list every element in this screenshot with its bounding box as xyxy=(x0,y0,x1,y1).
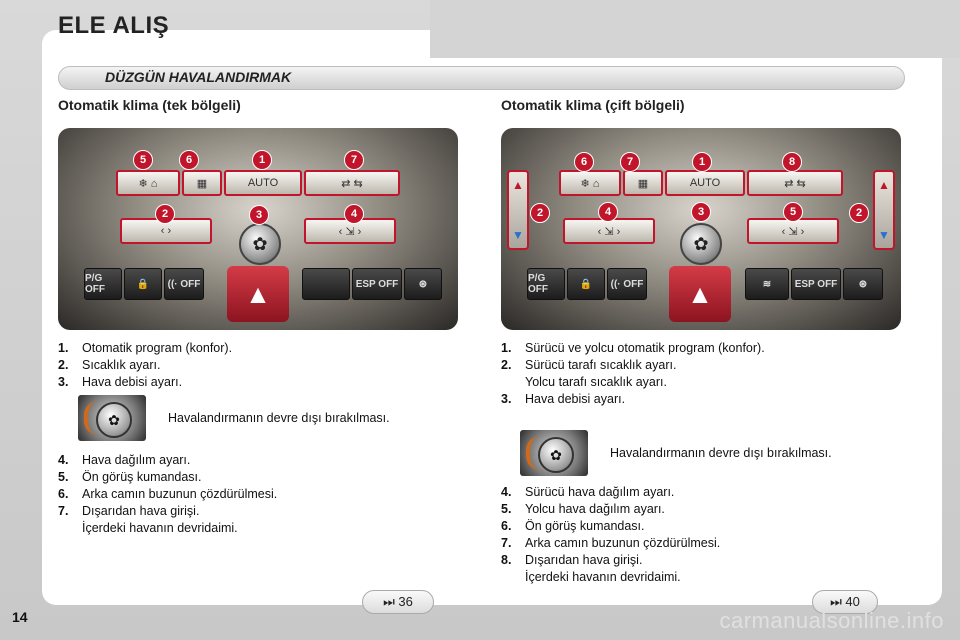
item-text: Arka camın buzunun çözdürülmesi. xyxy=(82,487,278,501)
item-text: Hava dağılım ayarı. xyxy=(82,453,191,467)
temperature-button: ‹ › xyxy=(120,218,212,244)
callout-badge: 3 xyxy=(691,202,711,222)
callout-badge: 2 xyxy=(849,203,869,223)
auto-button xyxy=(665,170,745,196)
fan-off-image xyxy=(78,395,146,441)
list-item xyxy=(58,357,232,374)
driver-distribution-button: ‹ ⇲ › xyxy=(563,218,655,244)
item-number: 3. xyxy=(501,392,512,406)
park-assist-off-button: P/G OFF xyxy=(527,268,565,300)
item-subtext: İçerdeki havanın devridaimi. xyxy=(525,570,681,584)
callout-badge: 6 xyxy=(179,150,199,170)
callout-badge: 4 xyxy=(344,204,364,224)
off-text: Havalandırmanın devre dışı bırakılması. xyxy=(610,446,832,460)
recirculation-button: ⇄ ⇆ xyxy=(747,170,843,196)
item-text: Sürücü tarafı sıcaklık ayarı. xyxy=(525,358,677,372)
item-text: Otomatik program (konfor). xyxy=(82,341,233,355)
list-item xyxy=(501,391,765,408)
left-off-row xyxy=(78,395,390,441)
page-title: ELE ALIŞ xyxy=(58,12,170,39)
auto-label: AUTO xyxy=(247,177,279,189)
callout-badge: 4 xyxy=(598,202,618,222)
section-banner-label: DÜZGÜN HAVALANDIRMAK xyxy=(105,69,292,85)
callout-badge: 5 xyxy=(133,150,153,170)
callout-badge: 3 xyxy=(249,205,269,225)
callout-badge: 2 xyxy=(155,204,175,224)
item-text: Dışarıdan hava girişi. xyxy=(525,553,643,567)
recirculation-button: ⇄ ⇆ xyxy=(304,170,400,196)
up-arrow-icon: ▲ xyxy=(878,178,890,192)
item-number: 5. xyxy=(58,470,69,484)
list-item xyxy=(501,552,720,569)
item-number: 7. xyxy=(58,504,69,518)
item-text: Sürücü ve yolcu otomatik program (konfor). xyxy=(525,341,765,355)
esp-off-button: ESP OFF xyxy=(791,268,841,300)
passenger-distribution-button: ‹ ⇲ › xyxy=(747,218,839,244)
distribution-button: ‹ ⇲ › xyxy=(304,218,396,244)
list-item xyxy=(501,357,765,374)
defog-windscreen-button: ❄ ⌂ xyxy=(559,170,621,196)
list-item xyxy=(58,374,232,391)
fan-knob xyxy=(680,223,722,265)
list-item xyxy=(58,452,277,469)
item-text: Yolcu hava dağılım ayarı. xyxy=(525,502,665,516)
right-heading: Otomatik klima (çift bölgeli) xyxy=(501,97,685,113)
rear-defrost-button: ▦ xyxy=(182,170,222,196)
down-arrow-icon: ▼ xyxy=(878,228,890,242)
blank-button xyxy=(302,268,350,300)
list-item xyxy=(501,535,720,552)
alarm-off-button: ((· OFF xyxy=(607,268,647,300)
fan-icon: ✿ xyxy=(538,437,574,473)
item-text: Hava debisi ayarı. xyxy=(82,375,183,389)
item-number: 5. xyxy=(501,502,512,516)
item-number: 3. xyxy=(58,375,69,389)
callout-badge: 1 xyxy=(252,150,272,170)
dual-zone-panel-photo xyxy=(501,128,901,330)
page-ref-link[interactable]: ⏭ 36 xyxy=(362,590,434,614)
item-number: 4. xyxy=(501,485,512,499)
header-tab xyxy=(430,0,960,58)
fan-off-image xyxy=(520,430,588,476)
off-text: Havalandırmanın devre dışı bırakılması. xyxy=(168,411,390,425)
fan-knob xyxy=(239,223,281,265)
callout-badge: 7 xyxy=(620,152,640,172)
callout-badge: 5 xyxy=(783,202,803,222)
fan-icon: ✿ xyxy=(96,402,132,438)
item-text: Sürücü hava dağılım ayarı. xyxy=(525,485,675,499)
item-number: 6. xyxy=(58,487,69,501)
item-text: Arka camın buzunun çözdürülmesi. xyxy=(525,536,721,550)
list-item xyxy=(501,484,720,501)
callout-badge: 6 xyxy=(574,152,594,172)
lock-button: 🔒 xyxy=(567,268,605,300)
right-off-row xyxy=(520,430,832,476)
park-assist-off-button: P/G OFF xyxy=(84,268,122,300)
item-text: Dışarıdan hava girişi. xyxy=(82,504,200,518)
hazard-button xyxy=(669,266,731,322)
item-number: 6. xyxy=(501,519,512,533)
item-number: 1. xyxy=(58,341,69,355)
item-number: 8. xyxy=(501,553,512,567)
hazard-icon: ▲ xyxy=(245,278,271,309)
page-number: 14 xyxy=(12,609,28,625)
passenger-temp-button xyxy=(873,170,895,250)
lock-button: 🔒 xyxy=(124,268,162,300)
item-text: Hava debisi ayarı. xyxy=(525,392,626,406)
down-arrow-icon: ▼ xyxy=(512,228,524,242)
list-item xyxy=(58,469,277,486)
item-number: 2. xyxy=(58,358,69,372)
fan-icon: ✿ xyxy=(693,233,709,254)
child-lock-button: ⊛ xyxy=(404,268,442,300)
left-list-b xyxy=(58,452,277,537)
page-ref-link[interactable]: ⏭ 40 xyxy=(812,590,878,614)
defog-windscreen-button: ❄ ⌂ xyxy=(116,170,180,196)
callout-badge: 1 xyxy=(692,152,712,172)
esp-off-button: ESP OFF xyxy=(352,268,402,300)
single-zone-panel-photo xyxy=(58,128,458,330)
item-subtext: İçerdeki havanın devridaimi. xyxy=(82,521,238,535)
list-item xyxy=(58,503,277,520)
list-item xyxy=(501,340,765,357)
item-text: Sıcaklık ayarı. xyxy=(82,358,161,372)
callout-badge: 8 xyxy=(782,152,802,172)
driver-temp-button xyxy=(507,170,529,250)
auto-button xyxy=(224,170,302,196)
hazard-icon: ▲ xyxy=(687,278,713,309)
item-text: Ön görüş kumandası. xyxy=(525,519,645,533)
right-list-b xyxy=(501,484,720,586)
item-number: 2. xyxy=(501,358,512,372)
item-subtext: Yolcu tarafı sıcaklık ayarı. xyxy=(525,375,667,389)
suspension-button: ≋ xyxy=(745,268,789,300)
callout-badge: 7 xyxy=(344,150,364,170)
list-item xyxy=(501,518,720,535)
section-banner xyxy=(58,66,905,90)
item-number: 7. xyxy=(501,536,512,550)
callout-badge: 2 xyxy=(530,203,550,223)
rear-defrost-button: ▦ xyxy=(623,170,663,196)
list-item xyxy=(58,486,277,503)
right-list-a xyxy=(501,340,765,408)
item-number: 4. xyxy=(58,453,69,467)
watermark: carmanualsonline.info xyxy=(719,608,944,633)
left-list-a xyxy=(58,340,232,391)
hazard-button xyxy=(227,266,289,322)
list-item xyxy=(501,501,720,518)
auto-label: AUTO xyxy=(689,177,721,189)
list-item xyxy=(58,340,232,357)
child-lock-button: ⊛ xyxy=(843,268,883,300)
item-number: 1. xyxy=(501,341,512,355)
up-arrow-icon: ▲ xyxy=(512,178,524,192)
alarm-off-button: ((· OFF xyxy=(164,268,204,300)
item-text: Ön görüş kumandası. xyxy=(82,470,202,484)
left-heading: Otomatik klima (tek bölgeli) xyxy=(58,97,241,113)
fan-icon: ✿ xyxy=(252,233,268,254)
